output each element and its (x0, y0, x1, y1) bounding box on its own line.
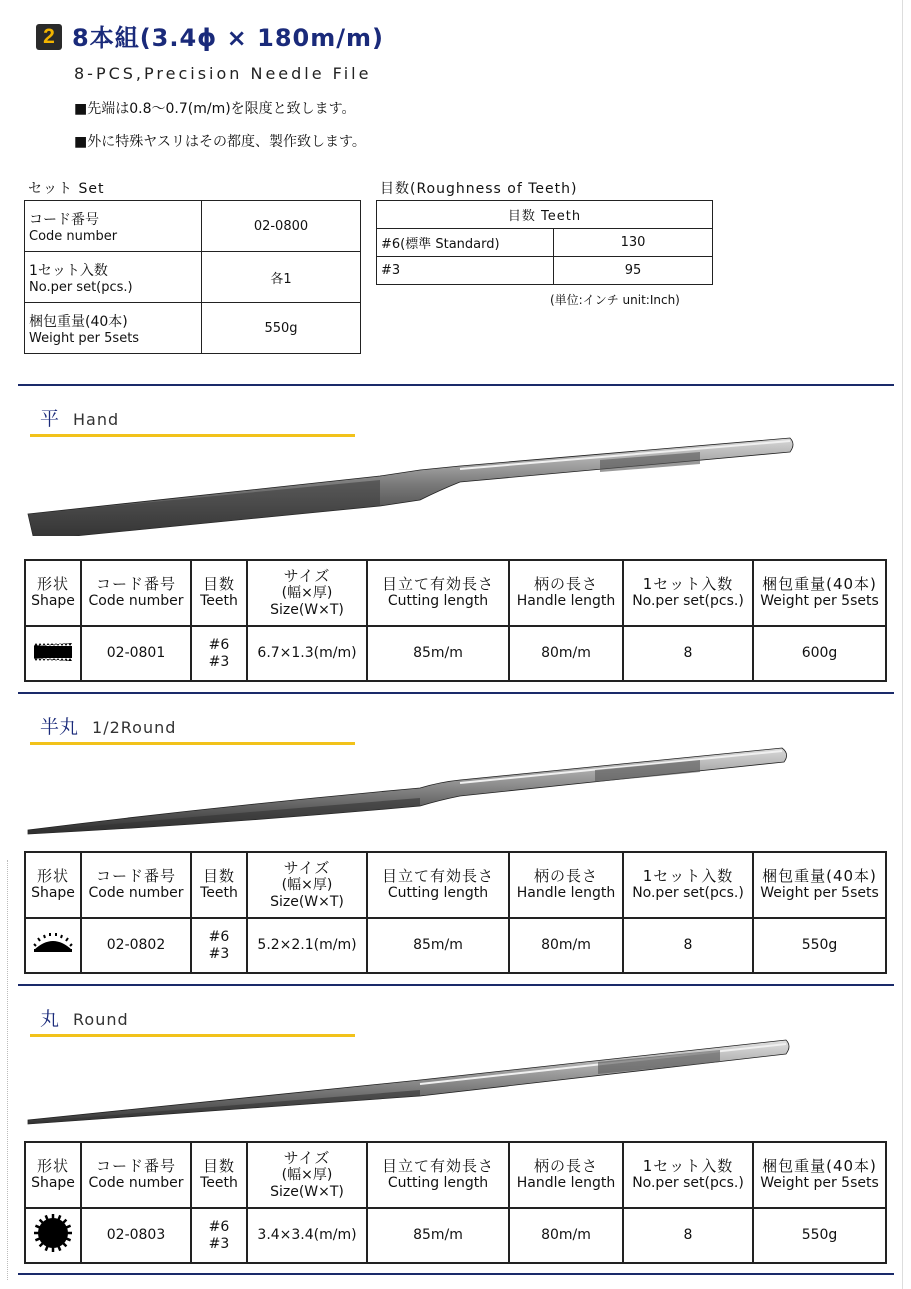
header-code-jp: コード番号 (95, 867, 176, 885)
set-table-row (25, 303, 361, 354)
header-shape-en: Shape (31, 885, 75, 901)
header-perset-en: No.per set(pcs.) (632, 1175, 744, 1191)
size-cell: 5.2×2.1(m/m) (247, 918, 367, 973)
teeth-cell (191, 918, 247, 973)
set-label-jp: 梱包重量(40本) (29, 313, 128, 330)
table-row (25, 918, 886, 973)
size-cell: 6.7×1.3(m/m) (247, 626, 367, 681)
set-label-cell (25, 303, 202, 354)
header-weight-en: Weight per 5sets (760, 885, 879, 901)
section-number-badge: 2 (36, 24, 62, 50)
header-handle (509, 560, 623, 626)
handle-length-cell: 80m/m (509, 626, 623, 681)
product-table-header-row (25, 560, 886, 626)
note-tip-limit: ■先端は0.8〜0.7(m/m)を限度と致します。 (74, 101, 356, 117)
header-weight-jp: 梱包重量(40本) (762, 575, 877, 593)
unit-note: (単位:インチ unit:Inch) (550, 293, 680, 307)
header-perset-jp: 1セット入数 (642, 867, 734, 885)
per-set-cell: 8 (623, 1208, 753, 1263)
set-label-en: Weight per 5sets (29, 330, 140, 346)
header-perset-jp: 1セット入数 (642, 1157, 734, 1175)
header-shape-jp: 形状 (36, 575, 69, 593)
weight-cell: 550g (753, 1208, 886, 1263)
header-handle-jp: 柄の長さ (533, 575, 598, 593)
header-handle (509, 852, 623, 918)
half-round-file-image (20, 740, 800, 840)
header-shape-en: Shape (31, 1175, 75, 1191)
header-perset (623, 852, 753, 918)
section-title-jp: 半丸 (40, 716, 79, 738)
teeth-value: 130 (554, 229, 713, 257)
header-code-en: Code number (88, 593, 184, 609)
header-shape (25, 1142, 81, 1208)
set-table-row (25, 201, 361, 252)
teeth-cell (191, 626, 247, 681)
header-cutting (367, 560, 509, 626)
header-teeth (191, 1142, 247, 1208)
weight-cell: 550g (753, 918, 886, 973)
flat-shape-icon (31, 636, 75, 666)
code-cell: 02-0803 (81, 1208, 191, 1263)
set-value: 550g (202, 303, 361, 354)
header-weight (753, 852, 886, 918)
section-title-en: Hand (73, 410, 120, 429)
header-shape-en: Shape (31, 593, 75, 609)
teeth-value-2: #3 (208, 945, 230, 962)
set-table-caption: セット Set (28, 181, 105, 197)
cutting-length-cell: 85m/m (367, 626, 509, 681)
header-cutting-en: Cutting length (387, 1175, 489, 1191)
teeth-value-2: #3 (208, 653, 230, 670)
section-title-jp: 丸 (40, 1008, 60, 1030)
header-code-en: Code number (88, 885, 184, 901)
table-row (25, 626, 886, 681)
section-title-en: Round (73, 1010, 129, 1029)
section-divider (18, 384, 894, 386)
header-perset-en: No.per set(pcs.) (632, 593, 744, 609)
header-perset (623, 1142, 753, 1208)
header-perset (623, 560, 753, 626)
teeth-value: 95 (554, 257, 713, 285)
teeth-table-header-row (377, 201, 713, 229)
header-cutting (367, 1142, 509, 1208)
header-weight (753, 560, 886, 626)
shape-cell (25, 918, 81, 973)
header-shape-jp: 形状 (36, 867, 69, 885)
page-edge (902, 0, 904, 1289)
table-row (25, 1208, 886, 1263)
header-teeth-jp: 目数 (202, 575, 235, 593)
header-code-jp: コード番号 (95, 575, 176, 593)
page-subtitle: 8-PCS,Precision Needle File (74, 64, 372, 83)
header-weight (753, 1142, 886, 1208)
header-handle-en: Handle length (516, 593, 616, 609)
handle-length-cell: 80m/m (509, 1208, 623, 1263)
teeth-value-1: #6 (208, 636, 230, 653)
header-handle-en: Handle length (516, 885, 616, 901)
header-cutting-jp: 目立て有効長さ (381, 867, 494, 885)
teeth-cell (191, 1208, 247, 1263)
header-teeth (191, 560, 247, 626)
code-cell: 02-0801 (81, 626, 191, 681)
header-handle-jp: 柄の長さ (533, 1157, 598, 1175)
section-title-round (40, 1004, 129, 1031)
header-weight-en: Weight per 5sets (760, 1175, 879, 1191)
product-table-header-row (25, 852, 886, 918)
hand-file-image (20, 436, 800, 536)
teeth-label: #3 (377, 257, 554, 285)
header-handle (509, 1142, 623, 1208)
header-code (81, 852, 191, 918)
header-weight-en: Weight per 5sets (760, 593, 879, 609)
set-table-row (25, 252, 361, 303)
teeth-table (376, 200, 713, 285)
set-label-en: No.per set(pcs.) (29, 279, 133, 295)
header-teeth-en: Teeth (200, 885, 238, 901)
set-label-jp: コード番号 (29, 211, 99, 228)
set-label-jp: 1セット入数 (29, 262, 108, 279)
section-divider (18, 984, 894, 986)
header-size-jp2: (幅×厚) (281, 876, 333, 893)
teeth-value-1: #6 (208, 928, 230, 945)
header-teeth-jp: 目数 (202, 1157, 235, 1175)
header-code (81, 1142, 191, 1208)
page-title: 8本組(3.4ϕ × 180m/m) (72, 24, 384, 52)
teeth-value-2: #3 (208, 1235, 230, 1252)
shape-cell (25, 626, 81, 681)
header-size-jp: サイズ (283, 566, 331, 585)
code-cell: 02-0802 (81, 918, 191, 973)
header-shape-jp: 形状 (36, 1157, 69, 1175)
section-title-jp: 平 (40, 408, 60, 430)
header-cutting (367, 852, 509, 918)
teeth-label: #6(標準 Standard) (377, 229, 554, 257)
header-teeth-jp: 目数 (202, 867, 235, 885)
header-cutting-jp: 目立て有効長さ (381, 575, 494, 593)
header-cutting-en: Cutting length (387, 593, 489, 609)
shape-cell (25, 1208, 81, 1263)
section-title-en: 1/2Round (92, 718, 177, 737)
cutting-length-cell: 85m/m (367, 1208, 509, 1263)
round-file-image (20, 1032, 800, 1132)
header-size-en: Size(W×T) (270, 601, 344, 618)
product-table-round (24, 1141, 887, 1264)
header-code-jp: コード番号 (95, 1157, 176, 1175)
header-code (81, 560, 191, 626)
per-set-cell: 8 (623, 626, 753, 681)
header-weight-jp: 梱包重量(40本) (762, 867, 877, 885)
section-divider (18, 1273, 894, 1275)
header-perset-en: No.per set(pcs.) (632, 885, 744, 901)
round-shape-icon (31, 1211, 75, 1255)
product-table-hand (24, 559, 887, 682)
header-size-jp: サイズ (283, 858, 331, 877)
header-cutting-jp: 目立て有効長さ (381, 1157, 494, 1175)
cutting-length-cell: 85m/m (367, 918, 509, 973)
header-size (247, 1142, 367, 1208)
teeth-value-1: #6 (208, 1218, 230, 1235)
set-value: 各1 (202, 252, 361, 303)
section-title-half-round (40, 712, 176, 739)
set-label-cell (25, 252, 202, 303)
weight-cell: 600g (753, 626, 886, 681)
set-value: 02-0800 (202, 201, 361, 252)
header-size (247, 560, 367, 626)
set-label-cell (25, 201, 202, 252)
teeth-table-caption: 目数(Roughness of Teeth) (380, 181, 578, 197)
header-handle-en: Handle length (516, 1175, 616, 1191)
header-code-en: Code number (88, 1175, 184, 1191)
section-title-hand (40, 404, 119, 431)
header-size-jp2: (幅×厚) (281, 584, 333, 601)
half-round-shape-icon (31, 928, 75, 958)
page-edge-dotted (7, 860, 9, 1280)
per-set-cell: 8 (623, 918, 753, 973)
header-size-en: Size(W×T) (270, 1183, 344, 1200)
header-teeth-en: Teeth (200, 1175, 238, 1191)
product-table-half-round (24, 851, 887, 974)
set-table (24, 200, 361, 354)
header-perset-jp: 1セット入数 (642, 575, 734, 593)
header-weight-jp: 梱包重量(40本) (762, 1157, 877, 1175)
header-shape (25, 852, 81, 918)
header-handle-jp: 柄の長さ (533, 867, 598, 885)
product-table-header-row (25, 1142, 886, 1208)
header-size-en: Size(W×T) (270, 893, 344, 910)
header-size-jp: サイズ (283, 1148, 331, 1167)
teeth-table-header: 目数 Teeth (377, 201, 713, 229)
set-label-en: Code number (29, 228, 118, 244)
header-shape (25, 560, 81, 626)
note-special-files: ■外に特殊ヤスリはその都度、製作致します。 (74, 134, 366, 150)
header-teeth (191, 852, 247, 918)
section-divider (18, 692, 894, 694)
header-teeth-en: Teeth (200, 593, 238, 609)
teeth-table-row (377, 229, 713, 257)
teeth-table-row (377, 257, 713, 285)
header-size (247, 852, 367, 918)
header-size-jp2: (幅×厚) (281, 1166, 333, 1183)
handle-length-cell: 80m/m (509, 918, 623, 973)
size-cell: 3.4×3.4(m/m) (247, 1208, 367, 1263)
header-cutting-en: Cutting length (387, 885, 489, 901)
